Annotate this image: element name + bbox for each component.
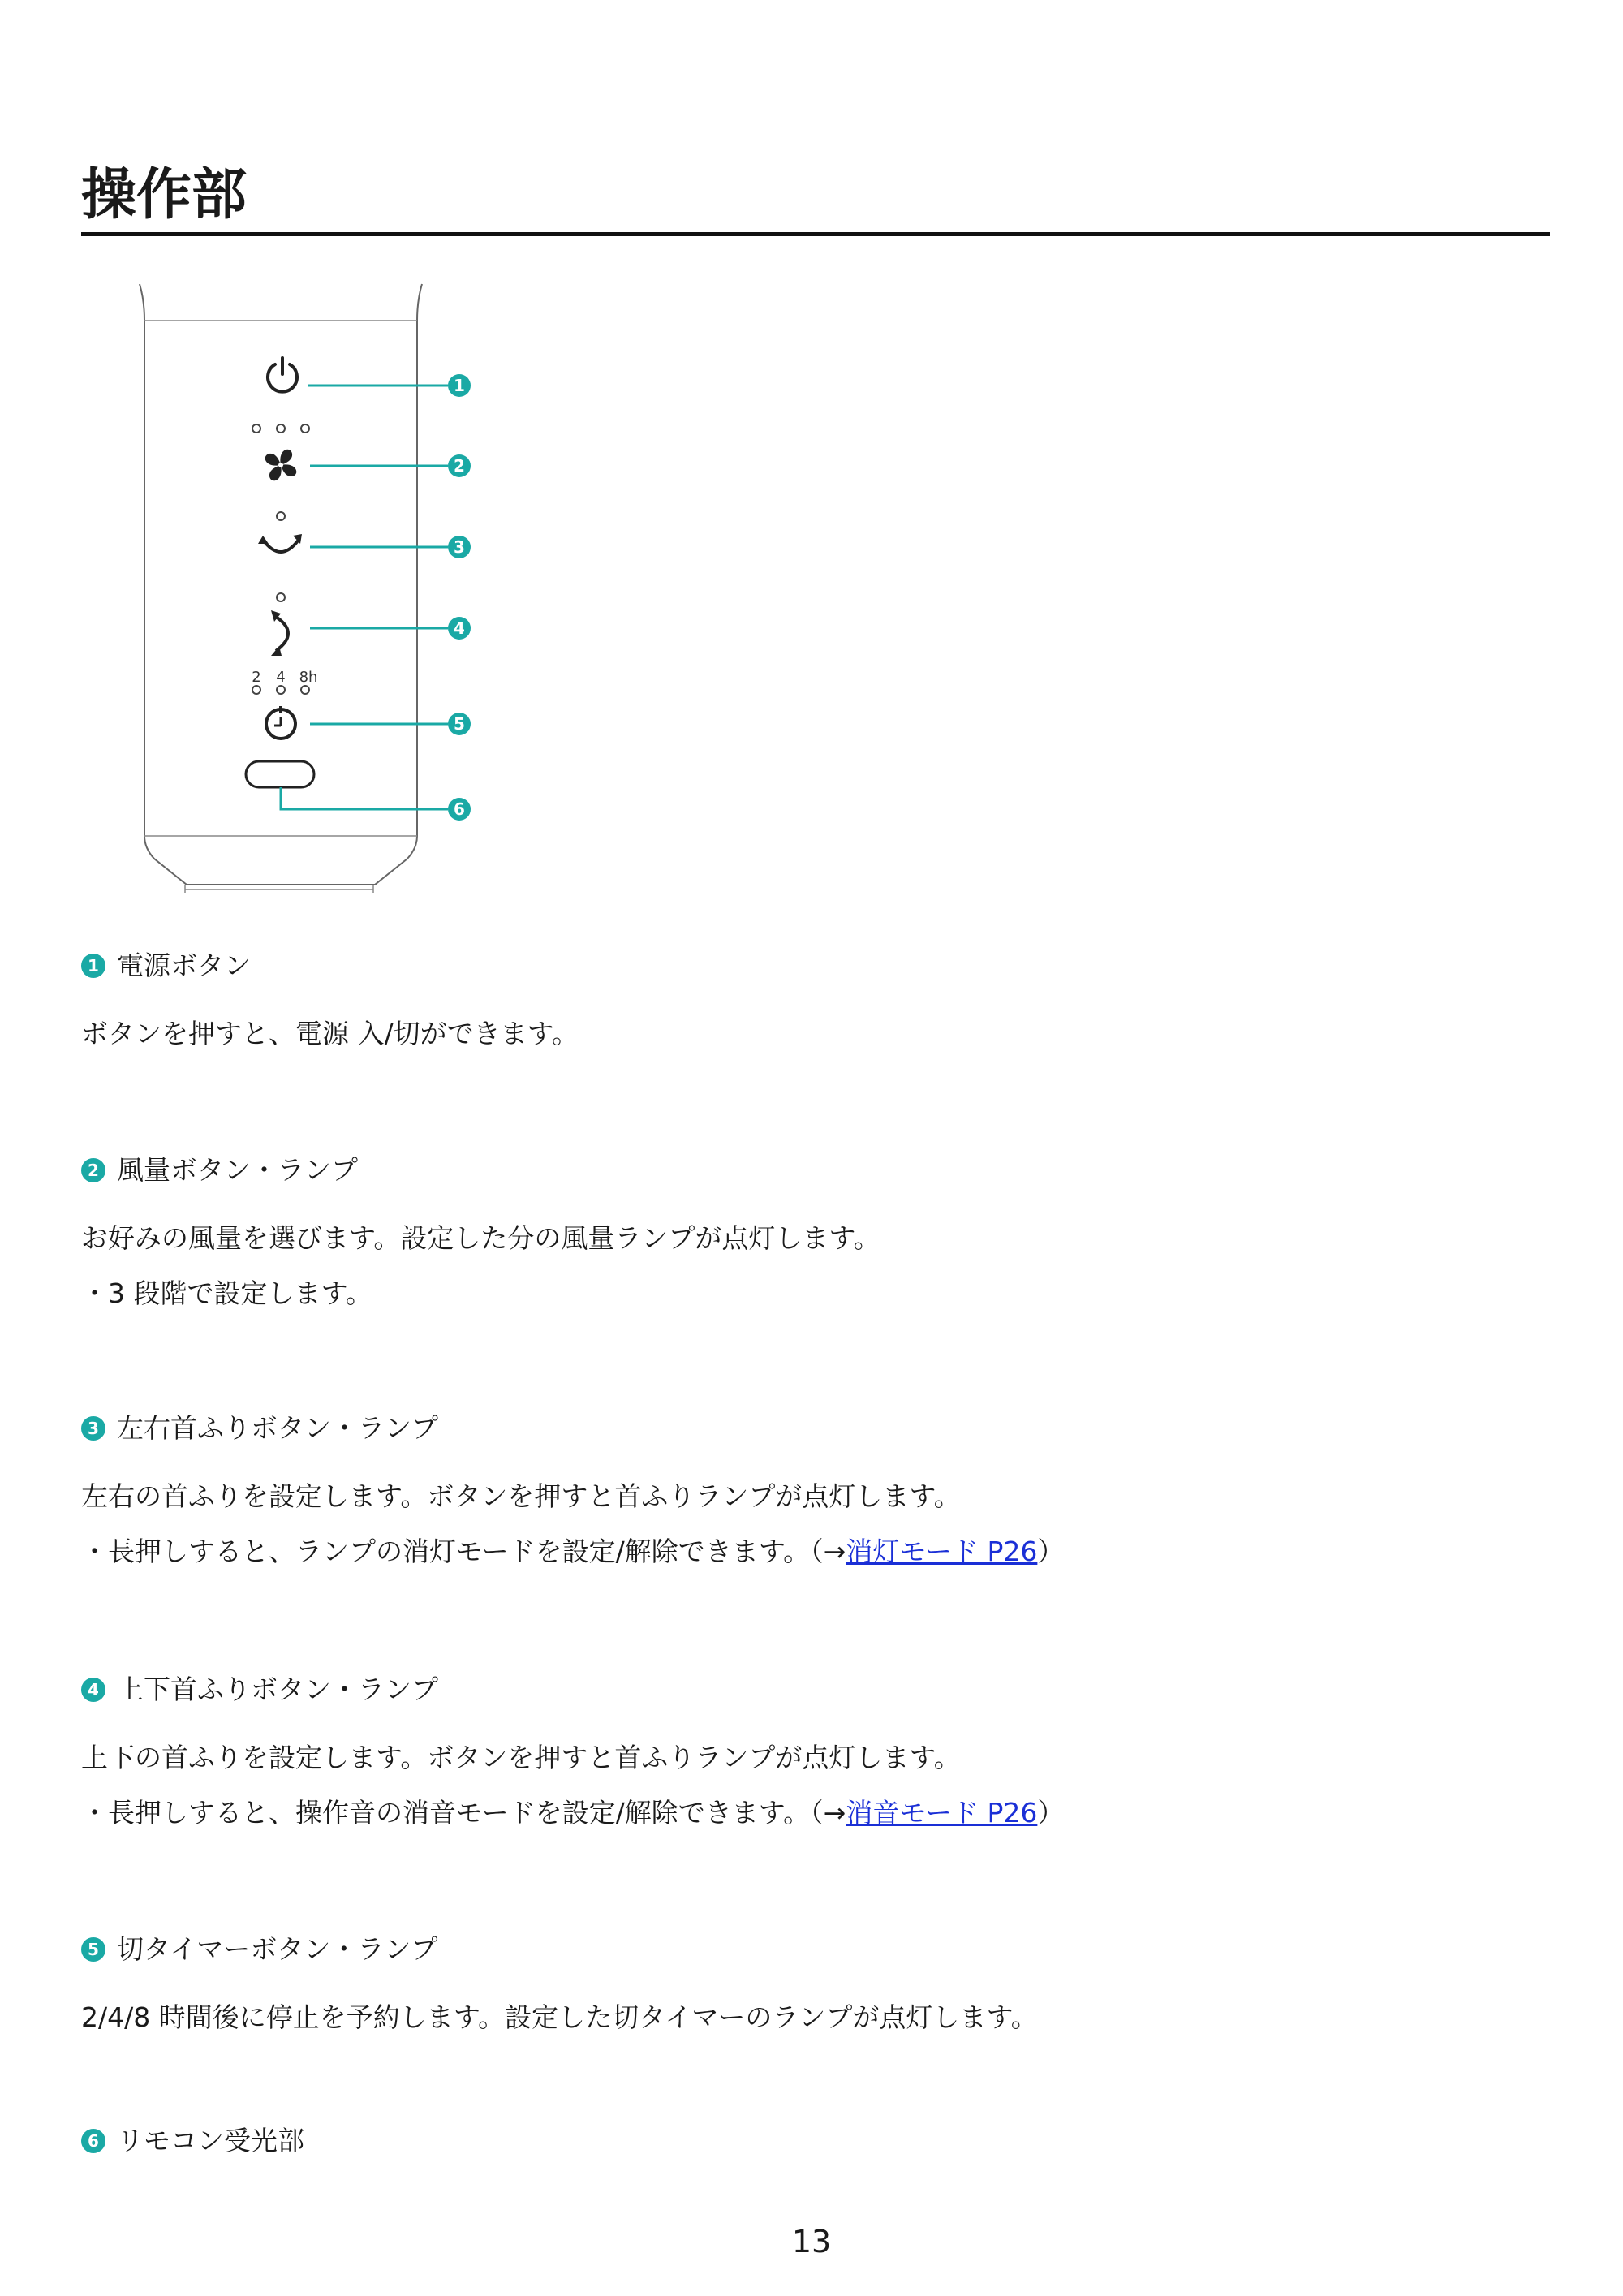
horizontal-swing-icon [258,534,302,552]
section-1-line-1: ボタンを押すと、電源 入/切ができます。 [81,1018,579,1049]
section-2-title: 風量ボタン・ランプ [117,1154,358,1186]
callout-4: 4 [454,618,465,638]
section-1-title: 電源ボタン [117,950,251,981]
fan-lamp-2 [277,424,285,433]
callout-2: 2 [454,456,465,476]
fan-lamp-3 [301,424,309,433]
section-4-line-1: 上下の首ふりを設定します。ボタンを押すと首ふりランプが点灯します。 [81,1742,961,1773]
leader-line-6 [281,787,448,809]
power-icon [268,358,297,392]
device-base [144,836,417,885]
section-5-number: 5 [81,1937,105,1962]
section-5-line-1: 2/4/8 時間後に停止を予約します。設定した切タイマーのランプが点灯します。 [81,2001,1038,2033]
vertical-swing-lamp [277,593,285,601]
section-5-title: 切タイマーボタン・ランプ [117,1933,438,1965]
section-4-heading [81,1674,438,1706]
section-6-heading [81,2125,304,2157]
timer-lamp-4 [277,686,285,694]
timer-icon [266,706,295,739]
section-1-heading [81,950,251,982]
device-foot [185,885,373,893]
section-4-line-2 [81,1795,1064,1831]
section-1-number: 1 [81,954,105,978]
section-3-line-1: 左右の首ふりを設定します。ボタンを押すと首ふりランプが点灯します。 [81,1480,961,1512]
timer-label-2: 2 [252,669,261,686]
control-panel-figure [122,276,479,893]
page-title: 操作部 [81,163,248,227]
remote-receiver [246,761,314,787]
horizontal-swing-lamp [277,512,285,520]
section-2-number: 2 [81,1158,105,1182]
section-6-number: 6 [81,2129,105,2153]
section-3-line-2-text: ・長押しすると、ランプの消灯モードを設定/解除できます。（→ [81,1536,846,1567]
section-3-title: 左右首ふりボタン・ランプ [117,1412,438,1444]
section-4-line-2-text: ・長押しすると、操作音の消音モードを設定/解除できます。（→ [81,1797,846,1829]
section-2-line-1: お好みの風量を選びます。設定した分の風量ランプが点灯します。 [81,1222,880,1254]
section-3-line-2 [81,1534,1064,1570]
section-4-number: 4 [81,1678,105,1702]
section-2-line-2: ・3 段階で設定します。 [81,1277,372,1309]
vertical-swing-icon [271,610,288,656]
callout-1: 1 [454,376,465,395]
section-3-heading [81,1412,438,1445]
section-3-line-2-after: ） [1037,1536,1065,1567]
timer-lamp-2 [252,686,260,694]
mute-mode-link[interactable]: 消音モード P26 [846,1797,1038,1829]
page-number: 13 [791,2224,832,2259]
timer-lamp-8h [301,686,309,694]
callout-3: 3 [454,537,465,557]
section-5-heading [81,1933,437,1966]
control-panel-diagram [122,276,479,893]
section-2-heading [81,1154,358,1187]
callout-6: 6 [454,799,465,819]
section-3-number: 3 [81,1416,105,1441]
section-4-line-2-after: ） [1037,1797,1065,1829]
fan-lamp-1 [252,424,260,433]
lights-off-mode-link[interactable]: 消灯モード P26 [846,1536,1038,1567]
section-6-title: リモコン受光部 [117,2125,304,2156]
timer-label-8h: 8h [299,669,318,686]
title-divider [81,232,1550,236]
section-4-title: 上下首ふりボタン・ランプ [117,1674,438,1705]
fan-icon [265,450,297,481]
timer-label-4: 4 [276,669,286,686]
callout-5: 5 [454,714,465,734]
